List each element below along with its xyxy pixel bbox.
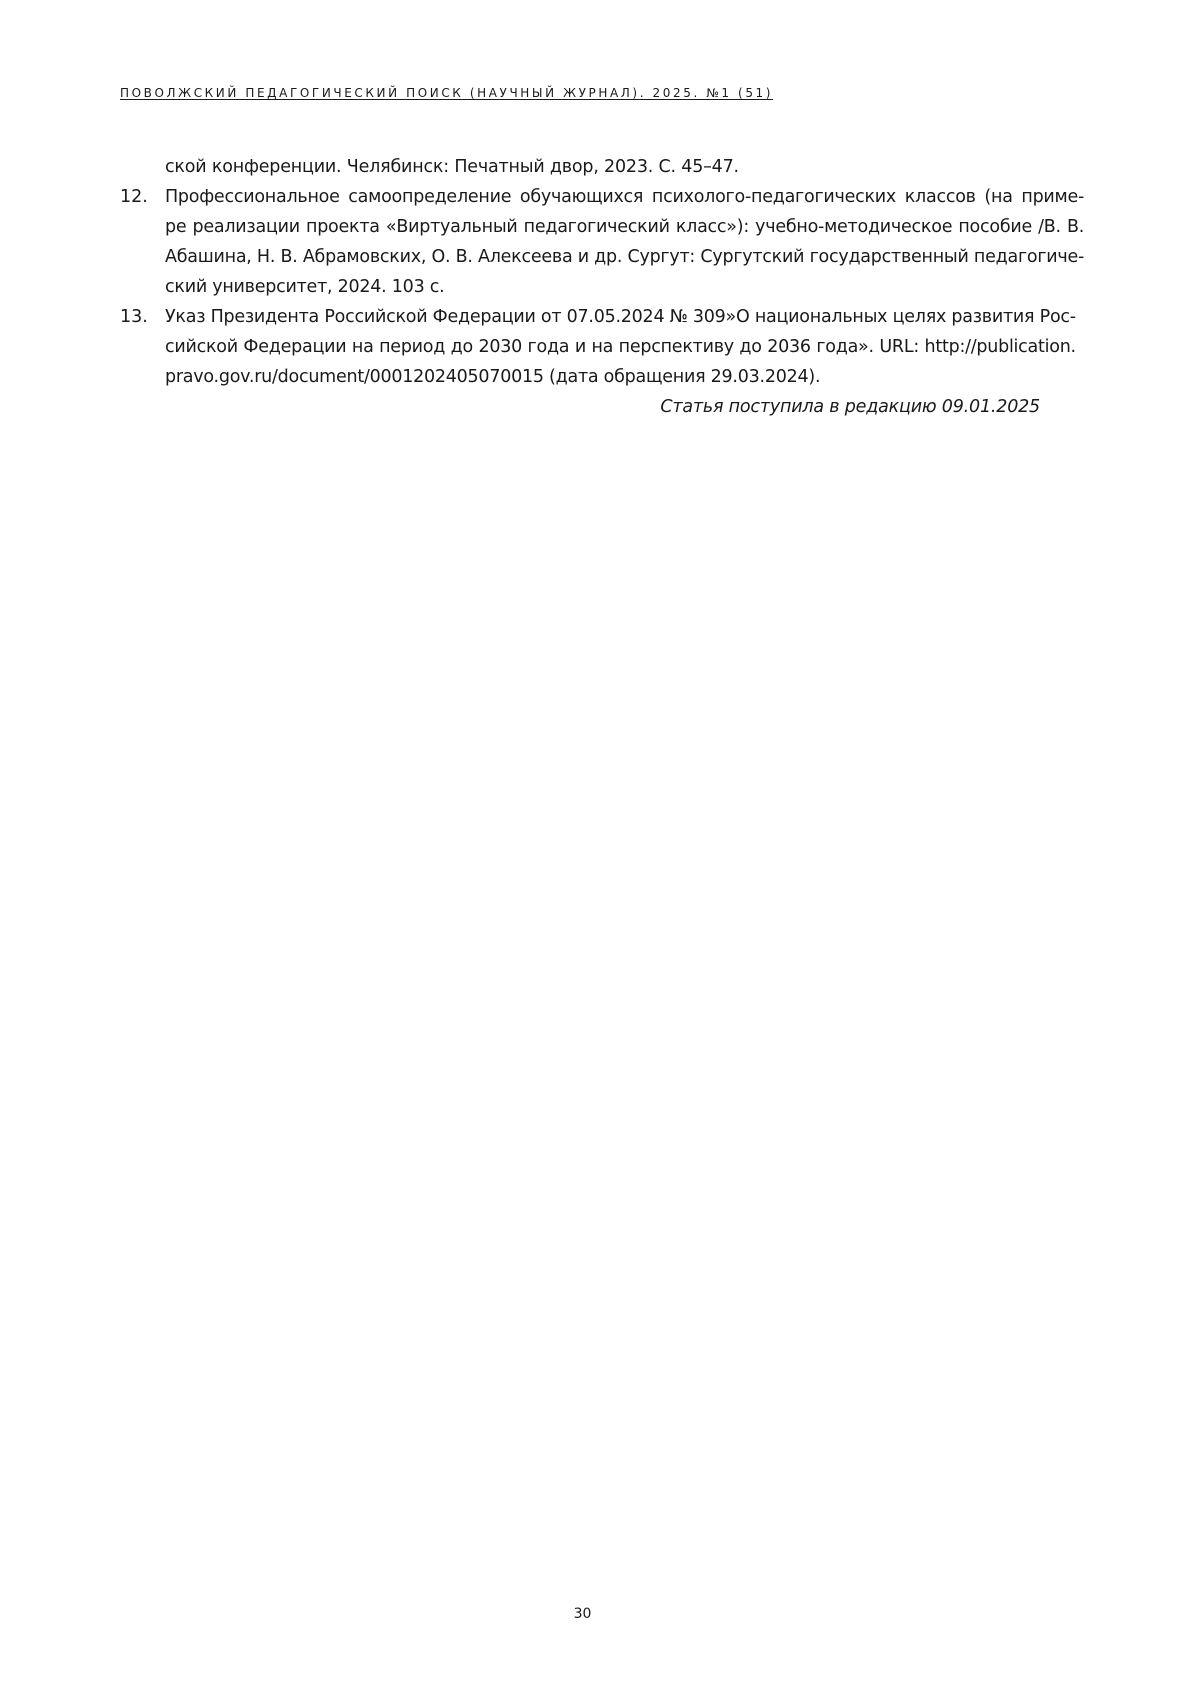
reference-text [165, 302, 1076, 392]
reference-number: 13. [120, 307, 148, 327]
page-number: 30 [573, 1606, 592, 1622]
reference-line: Абашина, Н. В. Абрамовских, О. В. Алексеева и др. Сургут: Сургутский государственный педагогиче- [165, 247, 1085, 267]
reference-number: 12. [120, 187, 148, 207]
running-header: ПОВОЛЖСКИЙ ПЕДАГОГИЧЕСКИЙ ПОИСК (НАУЧНЫЙ ЖУРНАЛ). 2025. №1 (51) [120, 86, 774, 100]
reference-item-13 [120, 302, 1076, 392]
reference-line: ре реализации проекта «Виртуальный педагогический класс»): учебно-методическое пособие /В. В. [165, 217, 1085, 237]
reference-list [120, 152, 1085, 422]
reference-text [165, 182, 1084, 302]
reference-continuation: ской конференции. Челябинск: Печатный двор, 2023. С. 45–47. [165, 157, 739, 177]
reference-item-12 [120, 182, 1085, 302]
reference-line: Указ Президента Российской Федерации от 07.05.2024 № 309»О национальных целях развития Рос- [165, 307, 1076, 327]
reference-line: ский университет, 2024. 103 с. [165, 277, 445, 297]
received-date-note: Статья поступила в редакцию 09.01.2025 [660, 397, 1040, 417]
reference-line: Профессиональное самоопределение обучающихся психолого-педагогических классов (на приме- [165, 187, 1085, 207]
reference-line: pravo.gov.ru/document/0001202405070015 (дата обращения 29.03.2024). [165, 367, 821, 387]
reference-line: сийской Федерации на период до 2030 года и на перспективу до 2036 года». URL: http://publication. [165, 337, 1076, 357]
